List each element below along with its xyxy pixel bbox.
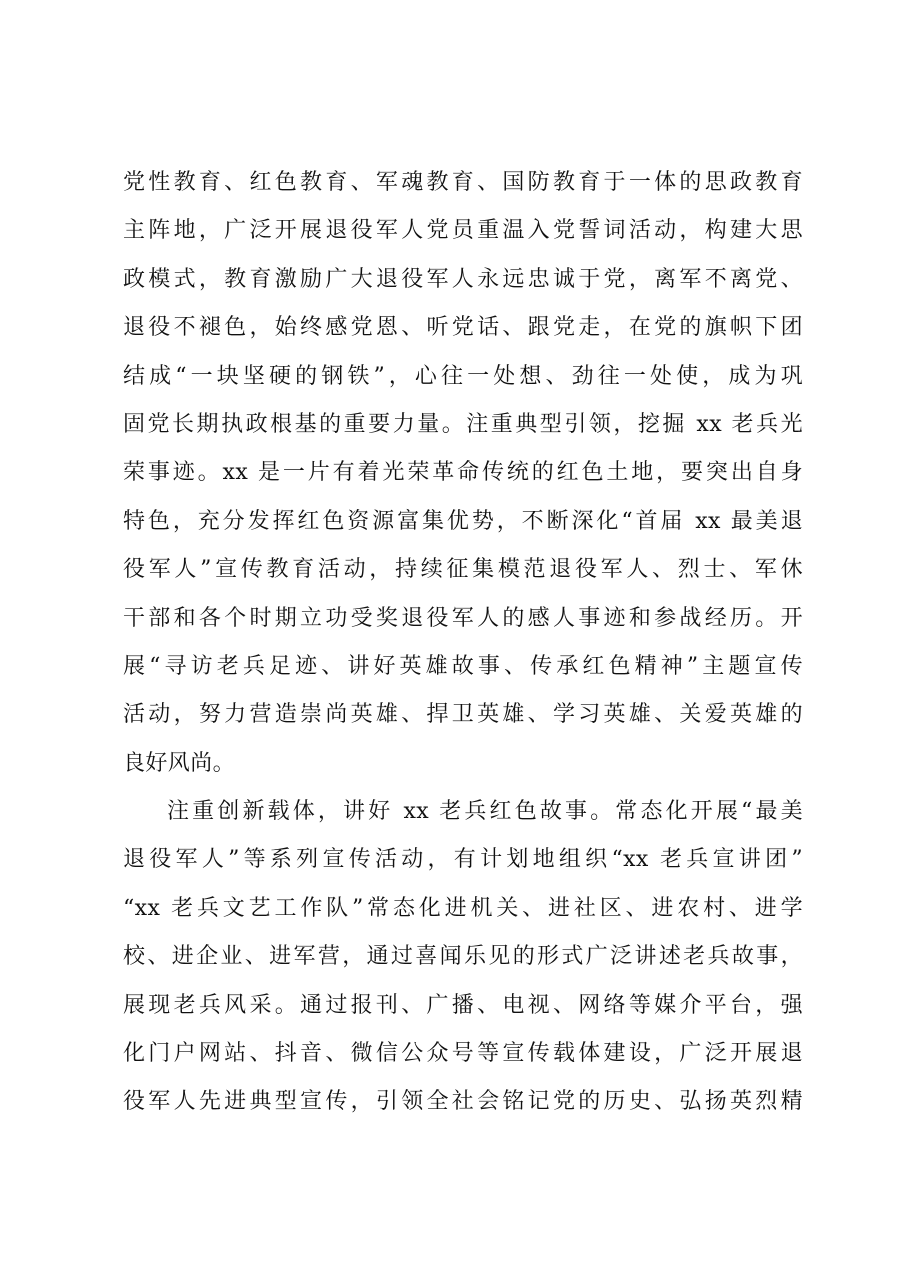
paragraph-line: 荣事迹。xx 是一片有着光荣革命传统的红色土地，要突出自身 [123, 460, 803, 486]
paragraph-line: 役军人”宣传教育活动，持续征集模范退役军人、烈士、军休 [123, 557, 803, 583]
paragraph-line: 活动，努力营造崇尚英雄、捍卫英雄、学习英雄、关爱英雄的 [123, 702, 803, 728]
paragraph-line: 特色，充分发挥红色资源富集优势，不断深化“首届 xx 最美退 [123, 508, 803, 534]
paragraph-line: “xx 老兵文艺工作队”常态化进机关、进社区、进农村、进学 [123, 895, 803, 921]
paragraph-line: 结成“一块坚硬的钢铁”，心往一处想、劲往一处使，成为巩 [123, 363, 803, 389]
paragraph-1 [123, 159, 803, 788]
paragraph-line: 役军人先进典型宣传，引领全社会铭记党的历史、弘扬英烈精 [123, 1089, 803, 1115]
paragraph-line: 良好风尚。 [123, 750, 236, 776]
paragraph-line: 退役不褪色，始终感党恩、听党话、跟党走，在党的旗帜下团 [123, 315, 803, 341]
paragraph-line: 化门户网站、抖音、微信公众号等宣传载体建设，广泛开展退 [123, 1041, 803, 1067]
document-body [123, 159, 803, 1127]
paragraph-line: 校、进企业、进军营，通过喜闻乐见的形式广泛讲述老兵故事， [123, 944, 803, 970]
paragraph-line: 党性教育、红色教育、军魂教育、国防教育于一体的思政教育 [123, 170, 803, 195]
paragraph-line: 注重创新载体，讲好 xx 老兵红色故事。常态化开展“最美 [167, 799, 803, 825]
paragraph-line: 固党长期执政根基的重要力量。注重典型引领，挖掘 xx 老兵光 [123, 411, 803, 437]
paragraph-line: 主阵地，广泛开展退役军人党员重温入党誓词活动，构建大思 [123, 218, 803, 244]
paragraph-line: 展现老兵风采。通过报刊、广播、电视、网络等媒介平台，强 [123, 992, 803, 1018]
paragraph-line: 退役军人”等系列宣传活动，有计划地组织“xx 老兵宣讲团” [123, 847, 803, 873]
paragraph-line: 政模式，教育激励广大退役军人永远忠诚于党，离军不离党、 [123, 266, 803, 292]
paragraph-line: 展“寻访老兵足迹、讲好英雄故事、传承红色精神”主题宣传 [123, 653, 803, 679]
paragraph-2 [123, 788, 803, 1127]
paragraph-line: 干部和各个时期立功受奖退役军人的感人事迹和参战经历。开 [123, 605, 803, 631]
